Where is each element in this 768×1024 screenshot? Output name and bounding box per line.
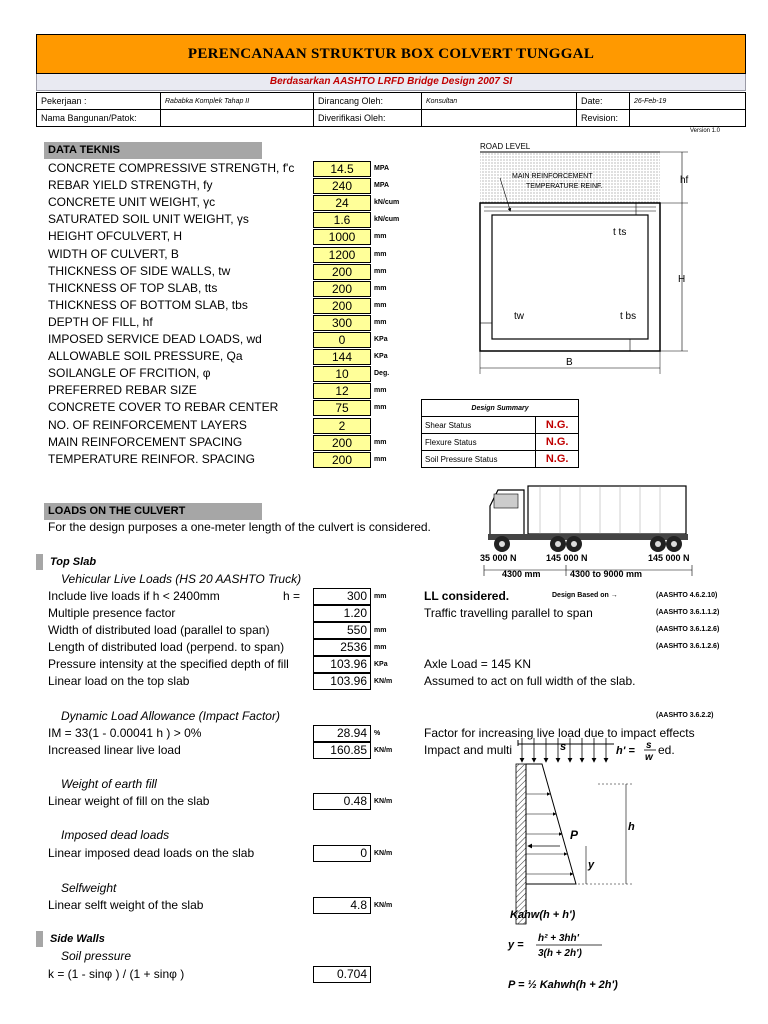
- ll-considered: LL considered.: [424, 589, 510, 603]
- illl-unit: KN/m: [374, 747, 393, 754]
- hprime-den: w: [645, 752, 653, 763]
- y-eq-num: h² + 3hh': [538, 933, 579, 944]
- road-level-label: ROAD LEVEL: [480, 142, 531, 151]
- revision-label: Revision:: [577, 110, 630, 127]
- data-teknis-label: SATURATED SOIL UNIT WEIGHT, γs: [48, 212, 249, 227]
- axle1-load: 35 000 N: [480, 553, 517, 563]
- data-teknis-unit: mm: [374, 250, 387, 258]
- im-label: IM = 33(1 - 0.00041 h ) > 0%: [48, 726, 202, 740]
- tts-label: t ts: [613, 227, 627, 238]
- data-teknis-value[interactable]: 0: [313, 332, 371, 348]
- lidl-unit: KN/m: [374, 850, 393, 857]
- illl-note: Impact and multi: [424, 743, 513, 757]
- data-teknis-value[interactable]: 1000: [313, 229, 371, 245]
- include-ll-label: Include live loads if h < 2400mm: [48, 589, 220, 603]
- dirancang-value[interactable]: Konsultan: [422, 93, 577, 110]
- page-title: PERENCANAAN STRUKTUR BOX COLVERT TUNGGAL: [36, 34, 746, 74]
- data-teknis-label: SOILANGLE OF FRCITION, φ: [48, 366, 211, 381]
- aashto-ref-1: (AASHTO 4.6.2.10): [656, 592, 718, 599]
- lidl-label: Linear imposed dead loads on the slab: [48, 846, 255, 860]
- summary-heading: Design Summary: [422, 400, 579, 417]
- lsw-label: Linear selft weight of the slab: [48, 898, 204, 912]
- data-teknis-unit: mm: [374, 387, 387, 395]
- height-h: h: [628, 821, 635, 833]
- aashto-ref-2: (AASHTO 3.6.1.1.2): [656, 609, 720, 616]
- flexure-status-label: Flexure Status: [422, 434, 536, 451]
- data-teknis-unit: MPA: [374, 182, 390, 190]
- data-teknis-value[interactable]: 24: [313, 195, 371, 211]
- ldl-unit: mm: [374, 644, 387, 651]
- resultant-P: P: [570, 828, 579, 842]
- mpf-value[interactable]: 1.20: [313, 605, 371, 622]
- data-teknis-unit: mm: [374, 301, 387, 309]
- temp-reinf-label: TEMPERATURE REINF.: [526, 183, 603, 190]
- pi-label: Pressure intensity at the specified depth of fill: [48, 657, 289, 671]
- lwf-value[interactable]: 0.48: [313, 793, 371, 810]
- data-teknis-label: REBAR YIELD STRENGTH, fy: [48, 178, 213, 193]
- data-teknis-unit: Deg.: [374, 370, 390, 378]
- data-teknis-unit: kN/cum: [374, 199, 400, 207]
- shear-status-value: N.G.: [536, 417, 579, 434]
- page-subtitle: Berdasarkan AASHTO LRFD Bridge Design 2007 SI: [36, 74, 746, 91]
- data-teknis-unit: KPa: [374, 336, 388, 343]
- hprime-eq: h' =: [616, 745, 635, 757]
- data-teknis-value[interactable]: 200: [313, 281, 371, 297]
- pekerjaan-label: Pekerjaan :: [37, 93, 161, 110]
- soil-pressure-status-label: Soil Pressure Status: [422, 451, 536, 468]
- ll-unit: KN/m: [374, 678, 393, 685]
- lwf-label: Linear weight of fill on the slab: [48, 794, 210, 808]
- soil-pressure-status-value: N.G.: [536, 451, 579, 468]
- im-unit: %: [374, 730, 381, 737]
- wdl-unit: mm: [374, 627, 387, 634]
- data-teknis-unit: mm: [374, 284, 387, 292]
- main-reinf-label: MAIN REINFORCEMENT: [512, 173, 593, 180]
- axle-load-note: Axle Load = 145 KN: [424, 657, 532, 671]
- illl-value[interactable]: 160.85: [313, 742, 371, 759]
- project-info-table: [36, 92, 746, 127]
- hf-label: hf: [680, 175, 689, 186]
- dla-heading: Dynamic Load Allowance (Impact Factor): [61, 709, 280, 723]
- p-eq: P = ½ Kahwh(h + 2h'): [508, 979, 618, 991]
- kah-value[interactable]: 0.704: [313, 966, 371, 983]
- im-note: Factor for increasing live load due to impact effects: [424, 726, 695, 740]
- sw-heading: Selfweight: [61, 881, 117, 895]
- data-teknis-label: CONCRETE COVER TO REBAR CENTER: [48, 400, 279, 415]
- data-teknis-label: THICKNESS OF SIDE WALLS, tw: [48, 263, 231, 278]
- im-value[interactable]: 28.94: [313, 725, 371, 742]
- revision-value[interactable]: [630, 110, 746, 127]
- truck-diagram: [480, 478, 700, 580]
- data-teknis-label: TEMPERATURE REINFOR. SPACING: [48, 451, 255, 466]
- data-teknis-label: NO. OF REINFORCEMENT LAYERS: [48, 417, 247, 432]
- data-teknis-value[interactable]: 2: [313, 418, 371, 434]
- base-pressure: Kahw(h + h'): [510, 909, 576, 921]
- data-teknis-value[interactable]: 200: [313, 435, 371, 451]
- H-label: H: [678, 274, 686, 285]
- tbs-label: t bs: [620, 311, 637, 322]
- design-based-on: Design Based on →: [552, 592, 618, 599]
- hf-eq-label: h =: [283, 589, 301, 603]
- data-teknis-label: THICKNESS OF BOTTOM SLAB, tbs: [48, 297, 248, 312]
- data-teknis-value[interactable]: 1.6: [313, 212, 371, 228]
- data-teknis-value[interactable]: 12: [313, 383, 371, 399]
- data-teknis-label: THICKNESS OF TOP SLAB, tts: [48, 280, 218, 295]
- pressure-diagram: [498, 734, 668, 1020]
- data-teknis-value[interactable]: 240: [313, 178, 371, 194]
- side-walls-heading: Side Walls: [50, 933, 105, 945]
- loads-intro: For the design purposes a one-meter length of the culvert is considered.: [48, 520, 431, 534]
- data-teknis-label: PREFERRED REBAR SIZE: [48, 383, 197, 398]
- data-teknis-unit: mm: [374, 455, 387, 463]
- axle-span-1: 4300 mm: [502, 569, 541, 579]
- pi-value[interactable]: 103.96: [313, 656, 371, 673]
- flexure-status-value: N.G.: [536, 434, 579, 451]
- aashto-ref-4: (AASHTO 3.6.1.2.6): [656, 643, 720, 650]
- wdl-label: Width of distributed load (parallel to span): [48, 623, 270, 637]
- data-teknis-label: HEIGHT OFCULVERT, H: [48, 229, 183, 244]
- design-summary-table: [421, 399, 579, 468]
- wdl-value[interactable]: 550: [313, 622, 371, 639]
- y-eq-lhs: y =: [508, 939, 524, 951]
- illl-note-end: ed.: [658, 743, 675, 757]
- aashto-ref-5: (AASHTO 3.6.2.2): [656, 712, 714, 719]
- ll-label: Linear load on the top slab: [48, 674, 190, 688]
- data-teknis-unit: mm: [374, 233, 387, 241]
- data-teknis-label: IMPOSED SERVICE DEAD LOADS, wd: [48, 332, 262, 346]
- diverifikasi-label: Diverifikasi Oleh:: [314, 110, 422, 127]
- data-teknis-unit: mm: [374, 318, 387, 326]
- include-ll-unit: mm: [374, 593, 387, 600]
- aashto-ref-3: (AASHTO 3.6.1.2.6): [656, 626, 720, 633]
- hprime-num: s: [646, 740, 652, 751]
- traffic-note: Traffic travelling parallel to span: [424, 606, 593, 620]
- y-eq-den: 3(h + 2h'): [538, 948, 582, 959]
- nama-value[interactable]: [161, 110, 314, 127]
- data-teknis-value[interactable]: 1200: [313, 247, 371, 263]
- soil-pressure-heading: Soil pressure: [61, 949, 132, 963]
- lidl-value[interactable]: 0: [313, 845, 371, 862]
- data-teknis-label: ALLOWABLE SOIL PRESSURE, Qa: [48, 349, 243, 364]
- data-teknis-value[interactable]: 14.5: [313, 161, 371, 177]
- data-teknis-value[interactable]: 144: [313, 349, 371, 365]
- pi-unit: KPa: [374, 661, 388, 668]
- data-teknis-label: DEPTH OF FILL, hf: [48, 314, 153, 329]
- date-value[interactable]: 26-Feb-19: [630, 93, 746, 110]
- data-teknis-unit: kN/cum: [374, 216, 400, 224]
- data-teknis-unit: mm: [374, 404, 387, 412]
- vll-heading: Vehicular Live Loads (HS 20 AASHTO Truck): [61, 572, 302, 586]
- data-teknis-unit: mm: [374, 267, 387, 275]
- axle-span-2: 4300 to 9000 mm: [570, 569, 643, 579]
- data-teknis-heading: DATA TEKNIS: [44, 142, 262, 159]
- loads-heading: LOADS ON THE CULVERT: [44, 503, 262, 520]
- data-teknis-value[interactable]: 200: [313, 298, 371, 314]
- data-teknis-value[interactable]: 75: [313, 400, 371, 416]
- illl-label: Increased linear live load: [48, 743, 181, 757]
- include-ll-value[interactable]: 300: [313, 588, 371, 605]
- data-teknis-value[interactable]: 300: [313, 315, 371, 331]
- nama-label: Nama Bangunan/Patok:: [37, 110, 161, 127]
- axle3-load: 145 000 N: [648, 553, 690, 563]
- B-label: B: [566, 357, 573, 368]
- mpf-label: Multiple presence factor: [48, 606, 176, 620]
- diverifikasi-value[interactable]: [422, 110, 577, 127]
- data-teknis-unit: mm: [374, 438, 387, 446]
- idl-heading: Imposed dead loads: [61, 828, 170, 842]
- culvert-section-diagram: [470, 138, 700, 378]
- data-teknis-unit: MPA: [374, 165, 390, 172]
- shear-status-label: Shear Status: [422, 417, 536, 434]
- tw-label: tw: [514, 311, 524, 322]
- ll-value[interactable]: 103.96: [313, 673, 371, 690]
- ll-note: Assumed to act on full width of the slab.: [424, 674, 636, 688]
- lwf-unit: KN/m: [374, 798, 393, 805]
- data-teknis-label: MAIN REINFORCEMENT SPACING: [48, 434, 243, 449]
- date-label: Date:: [577, 93, 630, 110]
- data-teknis-unit: KPa: [374, 353, 388, 361]
- ldl-label: Length of distributed load (perpend. to span): [48, 640, 285, 654]
- lsw-unit: KN/m: [374, 902, 393, 909]
- ldl-value[interactable]: 2536: [313, 639, 371, 656]
- data-teknis-label: CONCRETE UNIT WEIGHT, γc: [48, 195, 216, 210]
- top-slab-heading: Top Slab: [50, 556, 97, 568]
- data-teknis-value[interactable]: 200: [313, 452, 371, 468]
- pekerjaan-value[interactable]: Rababka Komplek Tahap II: [161, 93, 314, 110]
- lever-y: y: [588, 859, 595, 871]
- lsw-value[interactable]: 4.8: [313, 897, 371, 914]
- version-label: Version 1.0: [690, 128, 721, 134]
- dirancang-label: Dirancang Oleh:: [314, 93, 422, 110]
- surcharge-s: s: [560, 741, 567, 753]
- data-teknis-value[interactable]: 10: [313, 366, 371, 382]
- data-teknis-label: WIDTH OF CULVERT, B: [48, 246, 179, 261]
- kah-label: k = (1 - sinφ ) / (1 + sinφ ): [48, 967, 185, 981]
- axle2-load: 145 000 N: [546, 553, 588, 563]
- data-teknis-value[interactable]: 200: [313, 264, 371, 280]
- data-teknis-label: CONCRETE COMPRESSIVE STRENGTH, f'c: [48, 161, 295, 175]
- wef-heading: Weight of earth fill: [61, 777, 157, 791]
